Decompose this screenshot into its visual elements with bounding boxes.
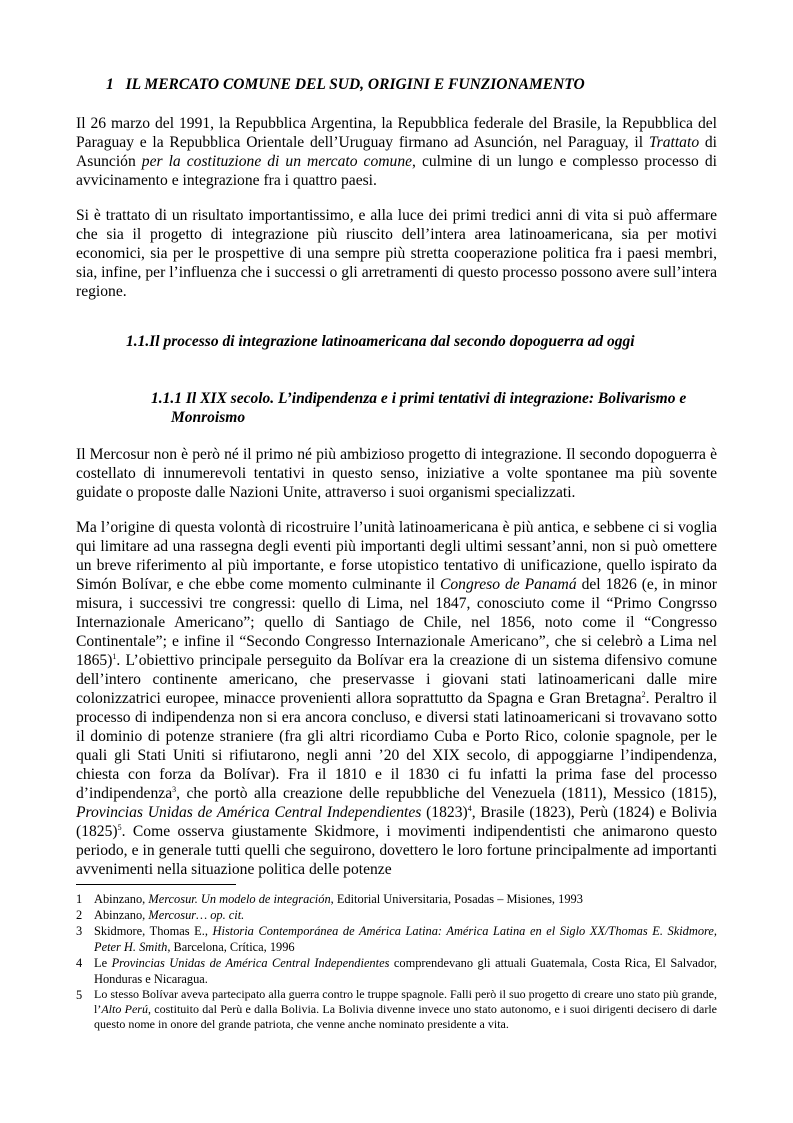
chapter-heading	[106, 76, 585, 94]
body-paragraph-4: Ma l’origine di questa volontà di ricostruire l’unità latinoamericana è più antica, e sebbene ci si voglia qui limitare ad una rassegna degli eventi più importanti degli ultimi sessant’anni, non si può omettere un breve riferimento al più importante, e forse utopistico tentativo di unificazione, quello ispirato da Simón Bolívar, e che ebbe come momento culminante il Congreso de Panamá del 1826 (e, in minor misura, i successivi tre congressi: quello di Lima, nel 1847, conosciuto come il “Primo Congrsso Internazionale Americano”; quello di Santiago de Chile, nel 1856, noto come il “Congresso Continentale”; e infine il “Secondo Congresso Internazionale Americano”, che si celebrò a Lima nel 1865)$^1$. L’obiettivo principale perseguito da Bolívar era la creazione di un sistema difensivo comune dell’intero continente americano, che preservasse i giovani stati latinoamericani dalle mire colonizzatrici europee, minacce provenienti allora soprattutto da Spagna e Gran Bretagna$^2$. Peraltro il processo di indipendenza non si era ancora concluso, e diversi stati latinoamericani si trovavano sotto il dominio di potenze straniere (fra gli altri ricordiamo Cuba e Porto Rico, colonie spagnole, per le quali gli Stati Uniti si rifiutarono, negli anni ’20 del XIX secolo, di appoggiarne l’indipendenza, chiesta con forza da Bolívar). Fra il 1810 e il 1830 ci fu infatti la prima fase del processo d’indipendenza$^3$, che portò alla creazione delle repubbliche del Venezuela (1811), Messico (1815), Provincias Unidas de América Central Independientes $(1823)^4$, Brasile (1823), Perù (1824) e Bolivia $(1825)^5$. Come osserva giustamente Skidmore, i movimenti indipendentisti che animarono questo periodo, e in generale tutti quelli che seguirono, dovettero le loro fortune principalmente ad importanti avvenimenti nella situazione politica delle potenze	[76, 519, 718, 878]
footnote-ref-3: 3	[172, 784, 177, 794]
footnote-ref-1: 1	[112, 651, 117, 661]
footnote-text: Abinzano, Mercosur… op. cit.	[94, 908, 245, 922]
footnote-number: 3	[76, 924, 83, 938]
footnote-4	[76, 955, 717, 987]
chapter-title: IL MERCATO COMUNE DEL SUD, ORIGINI E FUNZIONAMENTO	[125, 76, 585, 93]
footnote-text: Le Provincias Unidas de América Central Independientes comprendevano gli attuali Guatemala, Costa Rica, El Salvador, Honduras e Nicaragua.	[94, 956, 718, 986]
footnote-ref-2: 2	[641, 689, 646, 699]
footnote-3	[76, 923, 717, 955]
footnote-number: 1	[76, 892, 83, 906]
footnote-text: Abinzano, Mercosur. Un modelo de integración, Editorial Universitaria, Posadas – Misiones, 1993	[94, 892, 583, 906]
footnote-text: Skidmore, Thomas E., Historia Contemporánea de América Latina: América Latina en el Siglo XX/Thomas E. Skidmore, Peter H. Smith, Barcelona, Crítica, 1996	[94, 924, 717, 954]
footnote-number: 5	[76, 988, 83, 1002]
intro-paragraph-2: Si è trattato di un risultato importantissimo, e alla luce dei primi tredici anni di vita si può affermare che sia il progetto di integrazione più riuscito dell’intera area latinoamericana, sia per motivi economici, sia per le prospettive di una sempre più stretta cooperazione politica fra i paesi membri, sia, infine, per l’influenza che i successi o gli arretramenti di questo processo possono avere sull’intera regione.	[76, 207, 717, 300]
footnotes	[76, 891, 717, 1032]
intro-paragraph-1: Il 26 marzo del 1991, la Repubblica Argentina, la Repubblica federale del Brasile, la Repubblica del Paraguay e la Repubblica Orientale dell’Uruguay firmano ad Asunción, nel Paraguay, il Trattato di Asunción per la costituzione di un mercato comune, culmine di un lungo e complesso processo di avvicinamento e integrazione fra i quattro paesi.	[76, 115, 718, 189]
footnote-5	[76, 987, 717, 1032]
body-paragraph-3: Il Mercosur non è però né il primo né più ambizioso progetto di integrazione. Il secondo dopoguerra è costellato di innumerevoli tentativi in questo senso, iniziative a volte spontanee ma più sovente guidate o proposte dalle Nazioni Unite, attraverso i suoi organismi specializzati.	[76, 446, 717, 501]
footnote-ref-4: 4	[467, 803, 472, 813]
footnote-text: Lo stesso Bolívar aveva partecipato alla guerra contro le truppe spagnole. Falli però il suo progetto di creare uno stato più grande, l’Alto Perú, costituito dal Perù e dalla Bolivia. La Bolivia divenne invece uno stato autonomo, e i suoi dirigenti decisero di darle questo nome in onore del grande patriota, che venne anche nominato presidente a vita.	[94, 987, 717, 1031]
subsection-heading: 1.1.1 Il XIX secolo. L’indipendenza e i primi tentativi di integrazione: Bolivarismo e Monroismo	[151, 390, 687, 426]
footnote-number: 2	[76, 908, 83, 922]
footnote-1	[76, 891, 717, 907]
section-heading: 1.1.Il processo di integrazione latinoamericana dal secondo dopoguerra ad oggi	[126, 333, 635, 350]
footnote-number: 4	[76, 956, 83, 970]
footnote-ref-5: 5	[117, 822, 122, 832]
footnote-2	[76, 907, 717, 923]
chapter-number: 1	[106, 76, 114, 93]
footnote-separator	[76, 884, 236, 885]
